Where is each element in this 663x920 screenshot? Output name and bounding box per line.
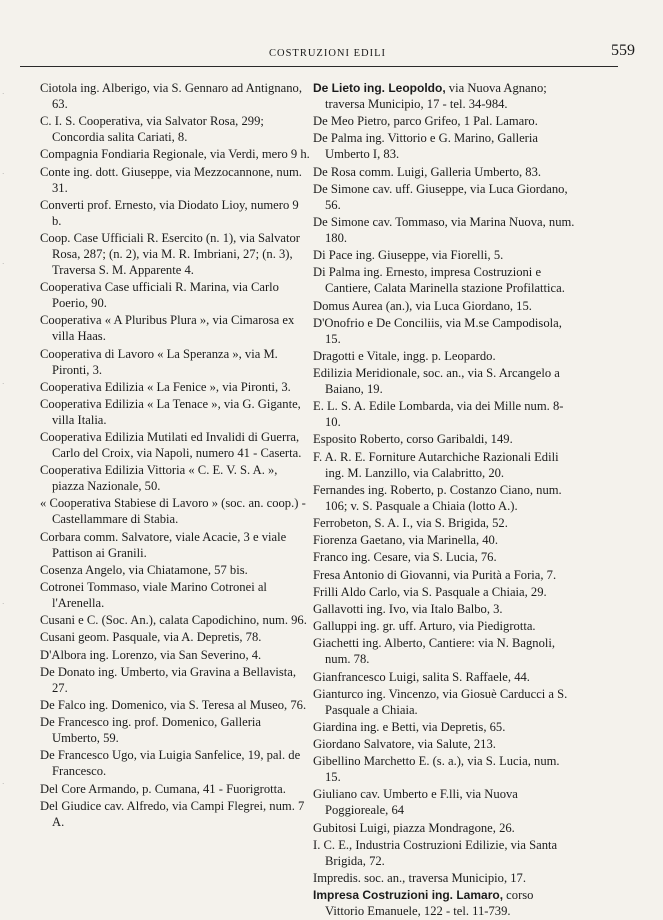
header-rule bbox=[20, 66, 618, 67]
directory-entry bbox=[313, 669, 575, 685]
entry-text: Giuliano cav. Umberto e F.lli, via Nuova Poggioreale, 64 bbox=[313, 787, 518, 818]
right-column bbox=[313, 80, 575, 920]
directory-entry bbox=[313, 315, 575, 347]
directory-entry: Del Core Armando, p. Cumana, 41 - Fuorigrotta. bbox=[40, 781, 286, 796]
directory-entry bbox=[313, 482, 575, 514]
directory-entry bbox=[313, 786, 575, 818]
entry-text: Impredis. soc. an., traversa Municipio, 17. bbox=[313, 871, 526, 885]
directory-entry bbox=[313, 567, 575, 583]
directory-entry bbox=[313, 298, 575, 314]
entry-text: Gubitosi Luigi, piazza Mondragone, 26. bbox=[313, 820, 515, 835]
directory-entry bbox=[313, 719, 575, 735]
directory-entry: De Donato ing. Umberto, via Gravina a Bellavista, 27. bbox=[40, 664, 297, 695]
directory-entry: Corbara comm. Salvatore, viale Acacie, 3 e viale Pattison ai Granili. bbox=[40, 529, 287, 560]
entry-text: E. L. S. A. Edile Lombarda, via dei Mille num. 8-10. bbox=[313, 399, 564, 430]
directory-entry: Cosenza Angelo, via Chiatamone, 57 bis. bbox=[40, 562, 248, 577]
directory-entry bbox=[313, 549, 575, 565]
directory-entry: C. I. S. Cooperativa, via Salvator Rosa, 299; Concordia salita Cariati, 8. bbox=[40, 114, 264, 145]
entry-text: I. C. E., Industria Costruzioni Edilizie, via Santa Brigida, 72. bbox=[313, 837, 558, 868]
directory-entry bbox=[313, 130, 575, 162]
directory-entry bbox=[313, 348, 575, 364]
directory-entry: Del Giudice cav. Alfredo, via Campi Flegrei, num. 7 A. bbox=[40, 798, 305, 829]
page-header bbox=[20, 42, 635, 68]
directory-entry: « Cooperativa Stabiese di Lavoro » (soc. an. coop.) - Castellammare di Stabia. bbox=[40, 496, 306, 527]
directory-entry: Cooperativa Case ufficiali R. Marina, via Carlo Poerio, 90. bbox=[40, 280, 279, 311]
directory-entry bbox=[313, 398, 575, 430]
directory-entry: Cooperativa Edilizia Mutilati ed Invalidi di Guerra, Carlo del Croix, via Napoli, numero 41 - Caserta. bbox=[40, 430, 302, 461]
entry-text: De Rosa comm. Luigi, Galleria Umberto, 83. bbox=[313, 164, 542, 179]
entry-text: Gallavotti ing. Ivo, via Italo Balbo, 3. bbox=[313, 601, 503, 616]
running-title: COSTRUZIONI EDILI bbox=[268, 48, 387, 59]
page-number: 559 bbox=[611, 42, 635, 59]
entry-text: via Nuova Agnano; traversa Municipio, 17 - tel. 34-984. bbox=[325, 81, 547, 111]
scan-margin-noise: · · · · · · bbox=[2, 90, 5, 788]
directory-entry bbox=[313, 214, 575, 246]
directory-entry bbox=[313, 431, 575, 447]
left-column bbox=[40, 80, 310, 831]
entry-text: Franco ing. Cesare, via S. Lucia, 76. bbox=[313, 550, 497, 565]
entry-text: Di Palma ing. Ernesto, impresa Costruzioni e Cantiere, Calata Marinella stazione Profilattica. bbox=[313, 265, 565, 296]
directory-entry: De Francesco Ugo, via Luigia Sanfelice, 19, pal. de Francesco. bbox=[40, 748, 301, 779]
directory-entry bbox=[313, 601, 575, 617]
entry-text: Galluppi ing. gr. uff. Arturo, via Piedigrotta. bbox=[313, 619, 536, 634]
entry-text: D'Onofrio e De Conciliis, via M.se Campodisola, 15. bbox=[313, 315, 562, 346]
entry-text: Gibellino Marchetto E. (s. a.), via S. Lucia, num. 15. bbox=[313, 754, 560, 785]
entry-text: Gianfrancesco Luigi, salita S. Raffaele, 44. bbox=[313, 669, 530, 684]
entry-text: corso Vittorio Emanuele, 122 - tel. 11-739. bbox=[325, 888, 534, 919]
directory-entry: D'Albora ing. Lorenzo, via San Severino, 4. bbox=[40, 647, 262, 662]
entry-text: Giardina ing. e Betti, via Depretis, 65. bbox=[313, 719, 506, 734]
directory-entry: Cusani geom. Pasquale, via A. Depretis, 78. bbox=[40, 630, 262, 645]
directory-entry: Coop. Case Ufficiali R. Esercito (n. 1), via Salvator Rosa, 287; (n. 2), via M. R. Imbriani, 27; (n. 3), Traversa S. M. Apparente 4. bbox=[40, 230, 300, 277]
directory-entry bbox=[313, 736, 575, 752]
entry-bold-name: De Lieto ing. Leopoldo, bbox=[313, 81, 446, 95]
directory-entry bbox=[313, 264, 575, 296]
directory-entry: De Francesco ing. prof. Domenico, Galleria Umberto, 59. bbox=[40, 715, 262, 746]
entry-text: F. A. R. E. Forniture Autarchiche Razionali Edili ing. M. Lanzillo, via Calabritto, 20. bbox=[313, 449, 559, 480]
directory-entry: Converti prof. Ernesto, via Diodato Lioy, numero 9 b. bbox=[40, 197, 299, 228]
directory-entry bbox=[313, 635, 575, 667]
directory-entry bbox=[313, 753, 575, 785]
entry-text: De Meo Pietro, parco Grifeo, 1 Pal. Lamaro. bbox=[313, 114, 538, 129]
directory-entry bbox=[313, 837, 575, 869]
entry-text: Gianturco ing. Vincenzo, via Giosuè Carducci a S. Pasquale a Chiaia. bbox=[313, 686, 568, 717]
entry-text: Edilizia Meridionale, soc. an., via S. Arcangelo a Baiano, 19. bbox=[313, 366, 560, 397]
directory-entry bbox=[313, 247, 575, 263]
directory-entry: Cooperativa Edilizia « La Fenice », via Pironti, 3. bbox=[40, 379, 291, 394]
entry-text: Di Pace ing. Giuseppe, via Fiorelli, 5. bbox=[313, 248, 504, 263]
entry-bold-name: Impresa Costruzioni ing. Lamaro, bbox=[313, 888, 504, 903]
directory-entry: Cooperativa Edilizia « La Tenace », via G. Gigante, villa Italia. bbox=[40, 396, 301, 427]
entry-text: De Simone cav. uff. Giuseppe, via Luca Giordano, 56. bbox=[313, 181, 568, 212]
directory-entry: Cooperativa di Lavoro « La Speranza », via M. Pironti, 3. bbox=[40, 346, 278, 377]
directory-entry bbox=[313, 820, 575, 836]
directory-entry bbox=[313, 584, 575, 600]
entry-text: Domus Aurea (an.), via Luca Giordano, 15. bbox=[313, 298, 532, 313]
directory-entry bbox=[313, 365, 575, 397]
entry-text: Giordano Salvatore, via Salute, 213. bbox=[313, 737, 496, 752]
directory-entry bbox=[313, 80, 575, 112]
directory-entry: Ciotola ing. Alberigo, via S. Gennaro ad Antignano, 63. bbox=[40, 81, 302, 111]
entry-text: Fresa Antonio di Giovanni, via Purità a Foria, 7. bbox=[313, 567, 557, 582]
entry-text: Fernandes ing. Roberto, p. Costanzo Ciano, num. 106; v. S. Pasquale a Chiaia (lotto A.). bbox=[313, 482, 562, 513]
directory-entry bbox=[313, 887, 575, 919]
directory-entry bbox=[313, 181, 575, 213]
directory-entry: Cooperativa « A Pluribus Plura », via Cimarosa ex villa Haas. bbox=[40, 313, 295, 344]
directory-entry: Cooperativa Edilizia Vittoria « C. E. V. S. A. », piazza Nazionale, 50. bbox=[40, 463, 278, 494]
directory-entry bbox=[313, 618, 575, 634]
directory-entry: Conte ing. dott. Giuseppe, via Mezzocannone, num. 31. bbox=[40, 164, 302, 195]
directory-entry: Cotronei Tommaso, viale Marino Cotronei al l'Arenella. bbox=[40, 580, 267, 610]
directory-entry: Compagnia Fondiaria Regionale, via Verdi, mero 9 h. bbox=[40, 147, 310, 162]
entry-text: Ferrobeton, S. A. I., via S. Brigida, 52. bbox=[313, 516, 508, 530]
directory-entry: De Falco ing. Domenico, via S. Teresa al Museo, 76. bbox=[40, 697, 307, 712]
directory-entry bbox=[313, 113, 575, 129]
directory-entry: Cusani e C. (Soc. An.), calata Capodichino, num. 96. bbox=[40, 613, 307, 628]
entry-text: Giachetti ing. Alberto, Cantiere: via N. Bagnoli, num. 78. bbox=[313, 636, 556, 667]
directory-entry bbox=[313, 686, 575, 718]
directory-entry bbox=[313, 449, 575, 481]
entry-text: De Palma ing. Vittorio e G. Marino, Galleria Umberto I, 83. bbox=[313, 131, 538, 162]
directory-entry bbox=[313, 164, 575, 180]
directory-entry bbox=[313, 532, 575, 548]
entry-text: Dragotti e Vitale, ingg. p. Leopardo. bbox=[313, 348, 496, 363]
entry-text: Esposito Roberto, corso Garibaldi, 149. bbox=[313, 432, 513, 447]
entry-text: Frilli Aldo Carlo, via S. Pasquale a Chiaia, 29. bbox=[313, 584, 547, 599]
entry-text: De Simone cav. Tommaso, via Marina Nuova, num. 180. bbox=[313, 214, 575, 245]
entry-text: Fiorenza Gaetano, via Marinella, 40. bbox=[313, 533, 498, 548]
directory-entry bbox=[313, 515, 575, 531]
directory-entry bbox=[313, 870, 575, 886]
